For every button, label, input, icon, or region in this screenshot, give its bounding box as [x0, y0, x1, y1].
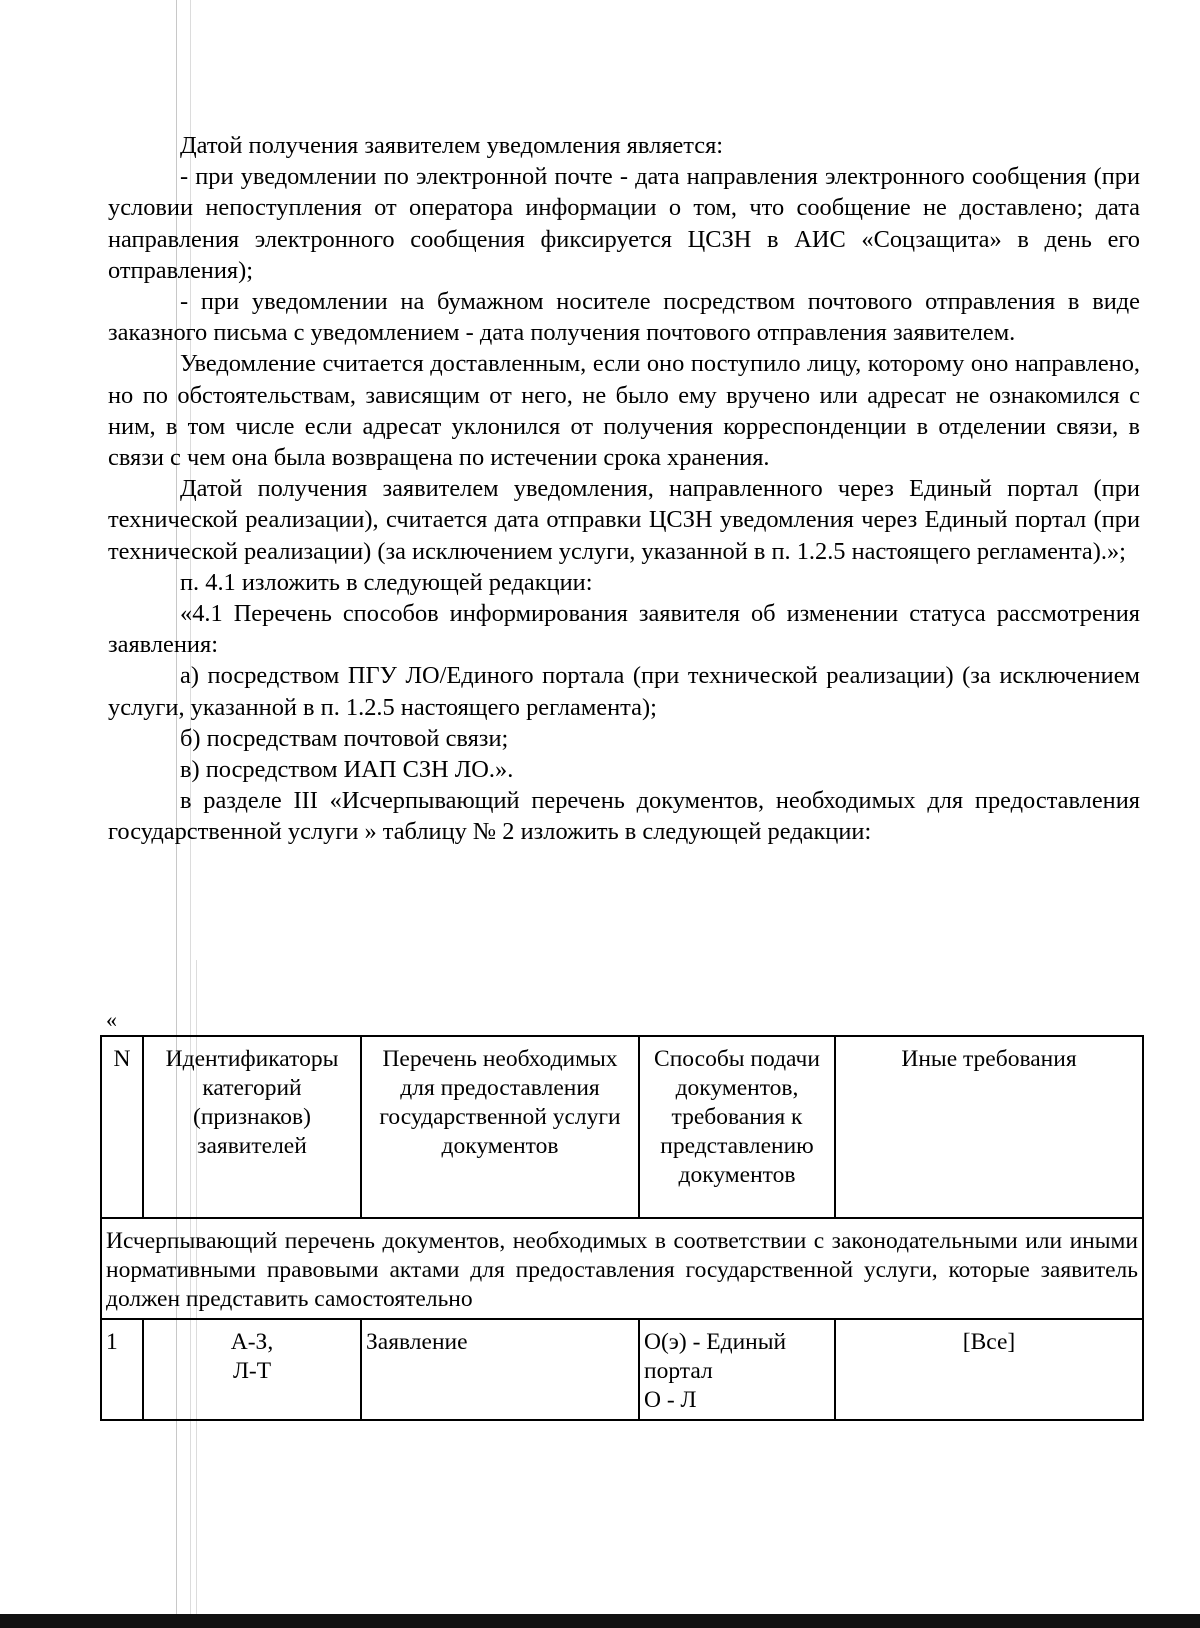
header-identifiers: Идентификаторы категорий (признаков) заявителей — [143, 1036, 361, 1218]
method-line: О(э) - Единый — [644, 1329, 787, 1355]
paragraph: Датой получения заявителем уведомления является: — [180, 132, 724, 159]
paragraph: в разделе III «Исчерпывающий перечень документов, необходимых для предоставления государственной услуги » таблицу № 2 изложить в следующей редакции: — [108, 787, 1140, 846]
header-other: Иные требования — [835, 1036, 1143, 1218]
method-line: О - Л — [644, 1387, 697, 1413]
identifiers-line: Л-Т — [232, 1358, 272, 1384]
table-header-row — [101, 1036, 1143, 1218]
paragraph: в) посредством ИАП СЗН ЛО.». — [180, 756, 514, 784]
cell-n: 1 — [101, 1319, 143, 1420]
paragraph: б) посредствам почтовой связи; — [180, 724, 509, 752]
paragraph: Датой получения заявителем уведомления, направленного через Единый портал (при технической реализации), считается дата отправки ЦСЗН уведомления через Единый портал (при технической реализации) (за исключением услуги, указанной в п. 1.2.5 настоящего регламента).»; — [108, 475, 1140, 565]
section-row — [101, 1218, 1143, 1319]
paragraph: - при уведомлении по электронной почте - дата направления электронного сообщения (при условии непоступления от оператора информации о том, что сообщение не доставлено; дата направления электронного сообщения фиксируется ЦСЗН в АИС «Соцзащита» в день его отправления); — [108, 163, 1140, 284]
header-documents: Перечень необходимых для предоставления государственной услуги документов — [361, 1036, 639, 1218]
cell-other: [Все] — [835, 1319, 1143, 1420]
paragraph: «4.1 Перечень способов информирования заявителя об изменении статуса рассмотрения заявления: — [108, 600, 1140, 659]
cell-identifiers — [143, 1319, 361, 1420]
cell-method — [639, 1319, 835, 1420]
header-methods: Способы подачи документов, требования к представлению документов — [639, 1036, 835, 1218]
scan-bottom-band — [0, 1614, 1200, 1628]
documents-table — [100, 1035, 1144, 1421]
paragraph: Уведомление считается доставленным, если оно поступило лицу, которому оно направлено, но по обстоятельствам, зависящим от него, не было ему вручено или адресат не ознакомился с ним, в том числе если адресат уклонился от получения корреспонденции в отделении связи, в связи с чем она была возвращена по истечении срока хранения. — [108, 350, 1140, 472]
table-row — [101, 1319, 1143, 1420]
header-n: N — [101, 1036, 143, 1218]
identifiers-line: А-З, — [230, 1329, 274, 1355]
paragraph: а) посредством ПГУ ЛО/Единого портала (при технической реализации) (за исключением услуги, указанной в п. 1.2.5 настоящего регламента); — [108, 662, 1140, 721]
opening-quote: « — [106, 1007, 117, 1032]
body-text — [108, 130, 1140, 848]
paragraph: п. 4.1 изложить в следующей редакции: — [180, 568, 593, 596]
paragraph: - при уведомлении на бумажном носителе посредством почтового отправления в виде заказного письма с уведомлением - дата получения почтового отправления заявителем. — [108, 288, 1140, 347]
cell-document: Заявление — [361, 1319, 639, 1420]
method-line: портал — [644, 1358, 713, 1384]
section-title: Исчерпывающий перечень документов, необходимых в соответствии с законодательными или иными нормативными правовыми актами для предоставления государственной услуги, которые заявитель должен представить самостоятельно — [101, 1218, 1143, 1319]
